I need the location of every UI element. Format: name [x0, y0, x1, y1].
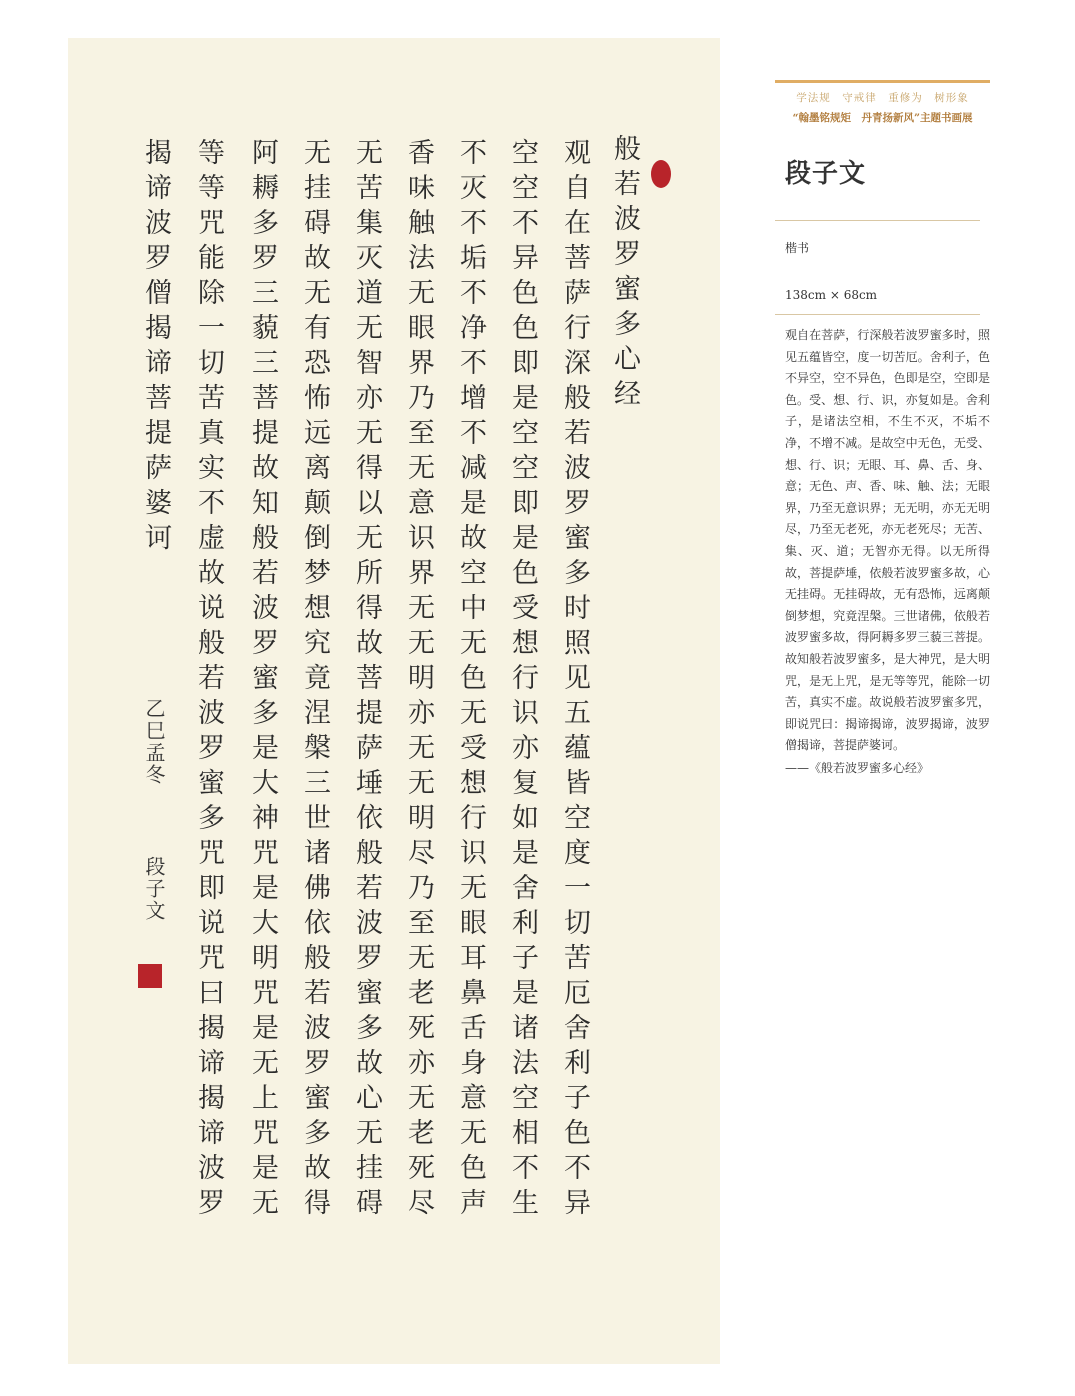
- source-citation: ——《般若波罗蜜多心经》: [785, 760, 930, 775]
- artist-signature: 段子文: [142, 856, 166, 922]
- calligraphy-column: 无苦集灭道无智亦无得以无所得故菩提萨埵依般若波罗蜜多故心无挂碍: [351, 138, 382, 1223]
- calligraphy-column: 香味触法无眼界乃至无意识界无无明亦无无明尽乃至无老死亦无老死尽: [403, 138, 434, 1223]
- calligraphy-column: 观自在菩萨行深般若波罗蜜多时照见五蕴皆空度一切苦厄舍利子色不异: [559, 138, 590, 1223]
- calligraphy-column: 揭谛波罗僧揭谛菩提萨婆诃: [140, 138, 171, 558]
- calligraphy-column: 无挂碍故无有恐怖远离颠倒梦想究竟涅槃三世诸佛依般若波罗蜜多故得: [299, 138, 330, 1223]
- info-panel: [775, 80, 990, 776]
- calligraphy-column: 等等咒能除一切苦真实不虚故说般若波罗蜜多咒即说咒曰揭谛揭谛波罗: [193, 138, 224, 1223]
- slogan: 学法规 守戒律 重修为 树形象: [796, 92, 969, 104]
- exhibition-theme: “翰墨铭规矩 丹青扬新风”主题书画展: [792, 112, 973, 124]
- accent-bar: [775, 80, 990, 83]
- lead-seal: [651, 160, 671, 188]
- calligraphy-column: 阿耨多罗三藐三菩提故知般若波罗蜜多是大神咒是大明咒是无上咒是无: [247, 138, 278, 1223]
- calligraphy-column: 空空不异色色即是空空即是色受想行识亦复如是舍利子是诸法空相不生: [507, 138, 538, 1223]
- divider: [775, 314, 980, 315]
- date-inscription: 乙巳孟冬: [142, 698, 166, 786]
- artist-name: 段子文: [785, 159, 867, 189]
- calligraphy-artwork: [68, 38, 720, 1364]
- sutra-text: 观自在菩萨，行深般若波罗蜜多时，照见五蕴皆空，度一切苦厄。舍利子，色不异空，空不异色，色即是空，空即是色。受、想、行、识，亦复如是。舍利子，是诸法空相，不生不灭，不垢不净，不增不减。是故空中无色，无受、想、行、识；无眼、耳、鼻、舌、身、意；无色、声、香、味、触、法；无眼界，乃至无意识界；无无明，亦无无明尽，乃至无老死，亦无老死尽；无苦、集、灭、道；无智亦无得。以无所得故，菩提萨埵，依般若波罗蜜多故，心无挂碍。无挂碍故，无有恐怖，远离颠倒梦想，究竟涅槃。三世诸佛，依般若波罗蜜多故，得阿耨多罗三藐三菩提。故知般若波罗蜜多，是大神咒，是大明咒，是无上咒，是无等等咒，能除一切苦，真实不虚。故说般若波罗蜜多咒，即说咒曰：揭谛揭谛，波罗揭谛，波罗僧揭谛，菩提萨婆诃。: [785, 328, 990, 753]
- calligraphy-column-title: 般若波罗蜜多心经: [609, 134, 640, 414]
- script-type: 楷书: [785, 241, 810, 255]
- calligraphy-column: 不灭不垢不净不增不减是故空中无色无受想行识无眼耳鼻舌身意无色声: [455, 138, 486, 1223]
- divider: [775, 220, 980, 221]
- artist-seal: [138, 964, 162, 988]
- dimensions: 138cm × 68cm: [785, 288, 878, 302]
